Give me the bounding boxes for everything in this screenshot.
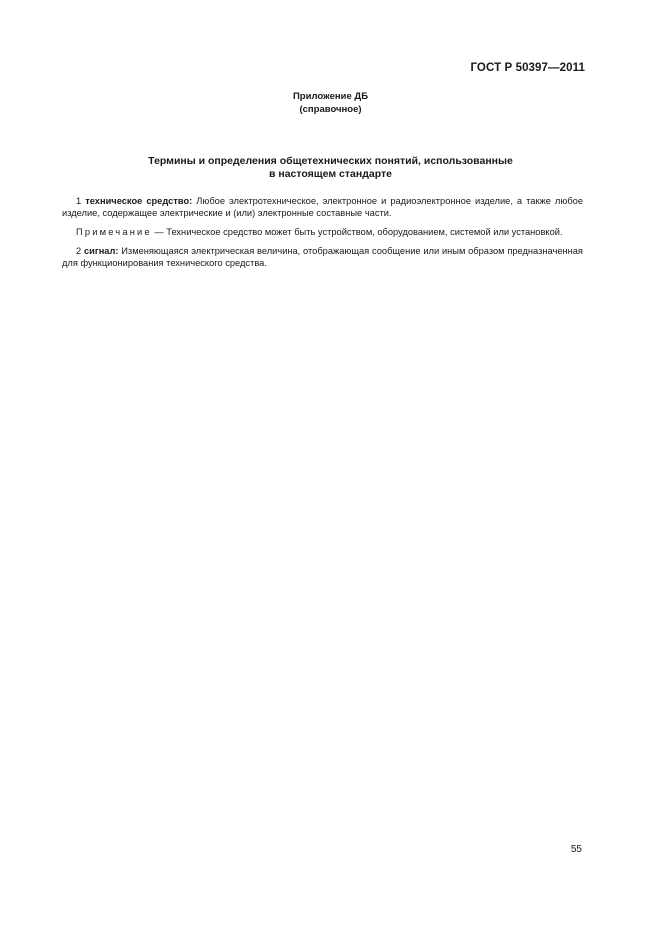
term-number: 1 — [76, 196, 82, 206]
note-label: Примечание — [76, 227, 152, 237]
section-title-line1: Термины и определения общетехнических понятий, использованные — [148, 155, 513, 167]
annex-title: Приложение ДБ — [292, 91, 369, 102]
standard-code: ГОСТ Р 50397—2011 — [470, 62, 585, 74]
term-number: 2 — [76, 246, 82, 256]
term-entry — [62, 245, 583, 269]
page-number: 55 — [570, 844, 582, 855]
annex-type: (справочное) — [299, 104, 362, 115]
annex-heading — [0, 90, 661, 116]
section-title — [0, 155, 661, 181]
term-entry — [62, 195, 583, 219]
term-definition: Изменяющаяся электрическая величина, отображающая сообщение или иным образом предназначенная для функционирования технического средства. — [62, 246, 583, 268]
note-text: — Техническое средство может быть устройством, оборудованием, системой или установкой. — [154, 227, 563, 237]
term-note — [62, 226, 583, 238]
section-title-line2: в настоящем стандарте — [269, 168, 392, 180]
term-definition: Любое электротехническое, электронное и радиоэлектронное изделие, а также любое изделие, содержащее электрические и (или) электронные составные части. — [62, 196, 583, 218]
term-name: сигнал: — [83, 246, 119, 256]
document-body — [62, 195, 583, 276]
term-name: техническое средство: — [85, 196, 193, 206]
